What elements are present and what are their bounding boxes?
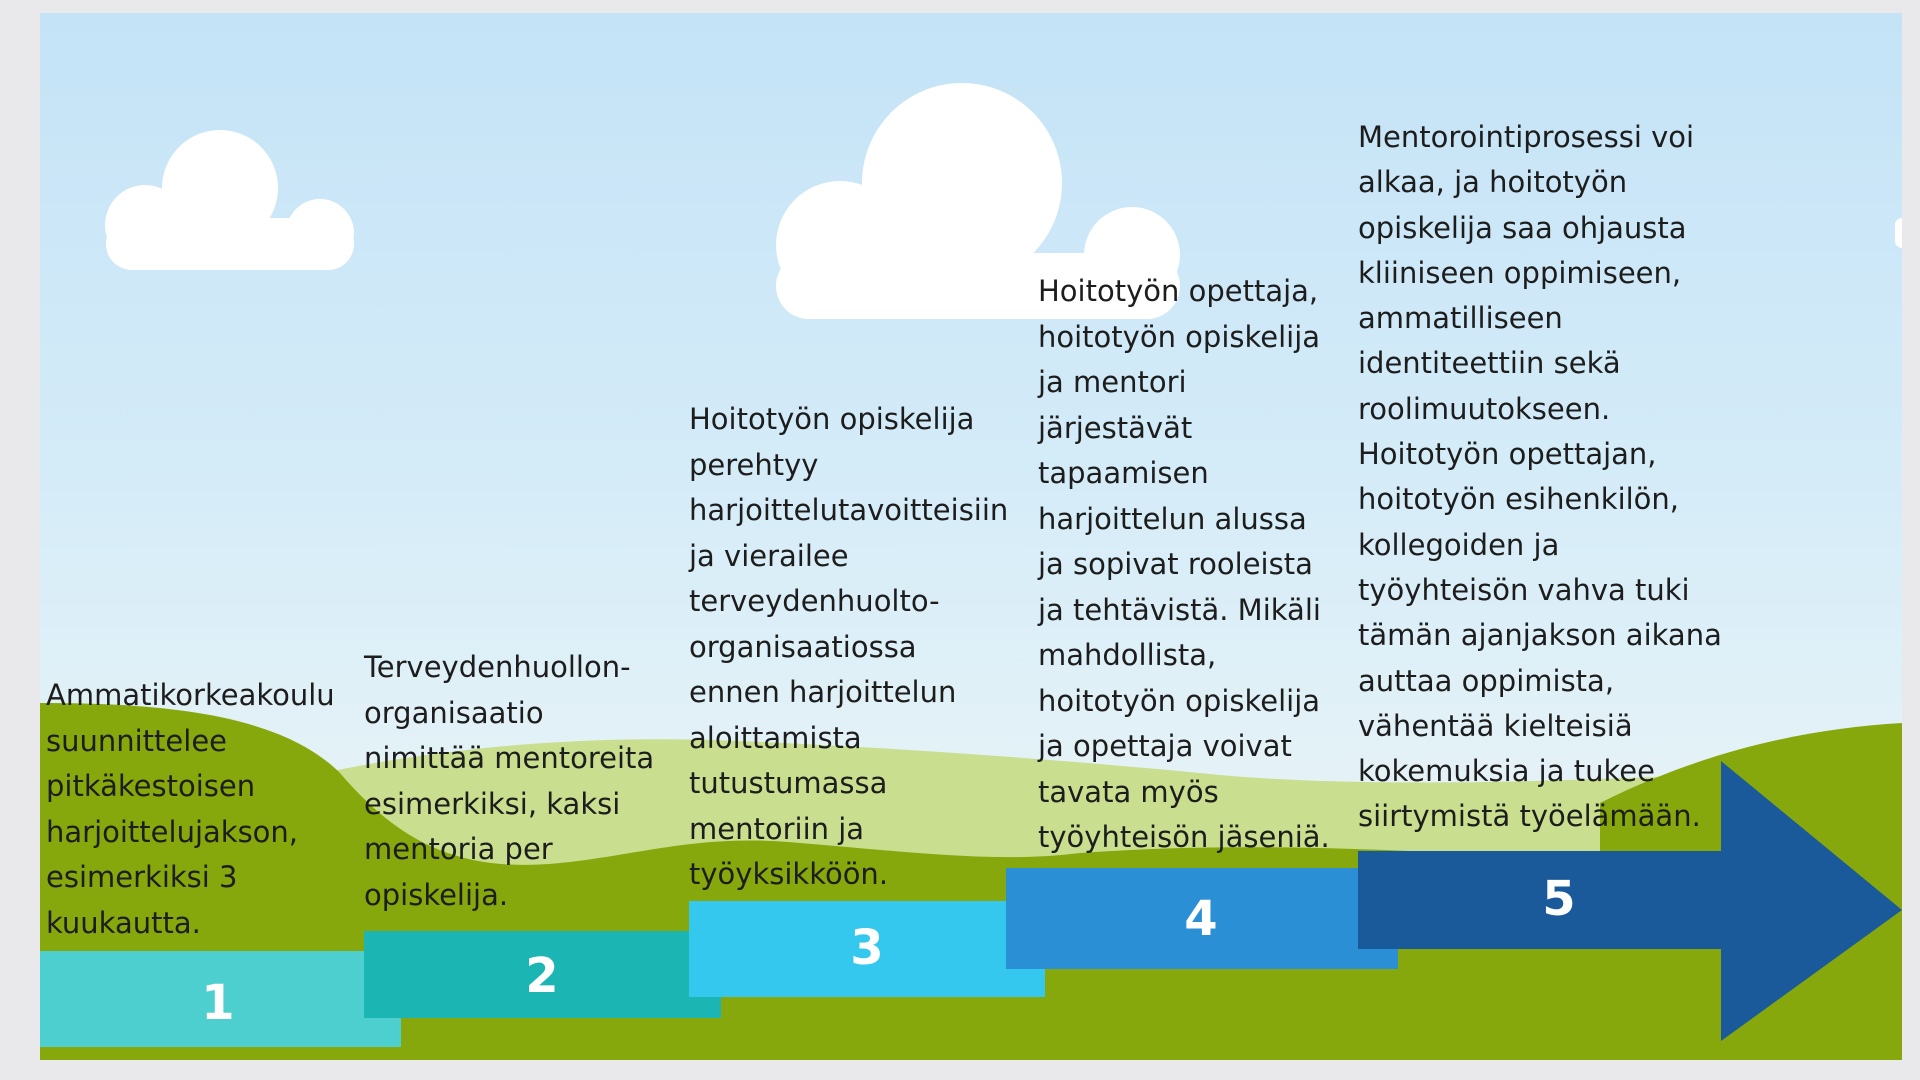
step-2-text: Terveydenhuollon- organisaatio nimittää mentoreita esimerkiksi, kaksi mentoria per opiskelija. [364,650,655,912]
step-2-number: 2 [525,948,559,1004]
step-3-text: Hoitotyön opiskelija perehtyy harjoittelutavoitteisiin ja vierailee terveydenhuolto- organisaatiossa ennen harjoittelun aloittamista tutustumassa mentoriin ja työyksikköön. [689,402,1009,891]
step-3-number: 3 [850,920,884,976]
cloud-left [105,130,354,270]
step-1-text: Ammatikorkeakoulu suunnittelee pitkäkestoisen harjoittelujakson, esimerkiksi 3 kuukautta. [46,678,335,940]
edge-decoration [1895,218,1902,248]
step-4-text: Hoitotyön opettaja, hoitotyön opiskelija ja mentori järjestävät tapaamisen harjoittelun alussa ja sopivat rooleista ja tehtävistä. Mikäli mahdollista, hoitotyön opiskelija ja opettaja voivat tavata myös työyhteisön jäseniä. [1038,274,1330,854]
slide [40,13,1902,1060]
step-4-number: 4 [1184,891,1218,947]
step-5-text: Mentorointiprosessi voi alkaa, ja hoitotyön opiskelija saa ohjausta kliiniseen oppimiseen, ammatilliseen identiteettiin sekä roolimuutokseen. Hoitotyön opettajan, hoitotyön esihenkilön, kollegoiden ja työyhteisön vahva tuki tämän ajanjakson aikana auttaa oppimista, vähentää kielteisiä kokemuksia ja tukee siirtymistä työelämään. [1358,120,1722,834]
step-1-number: 1 [201,975,235,1031]
step-5-number: 5 [1542,871,1576,927]
